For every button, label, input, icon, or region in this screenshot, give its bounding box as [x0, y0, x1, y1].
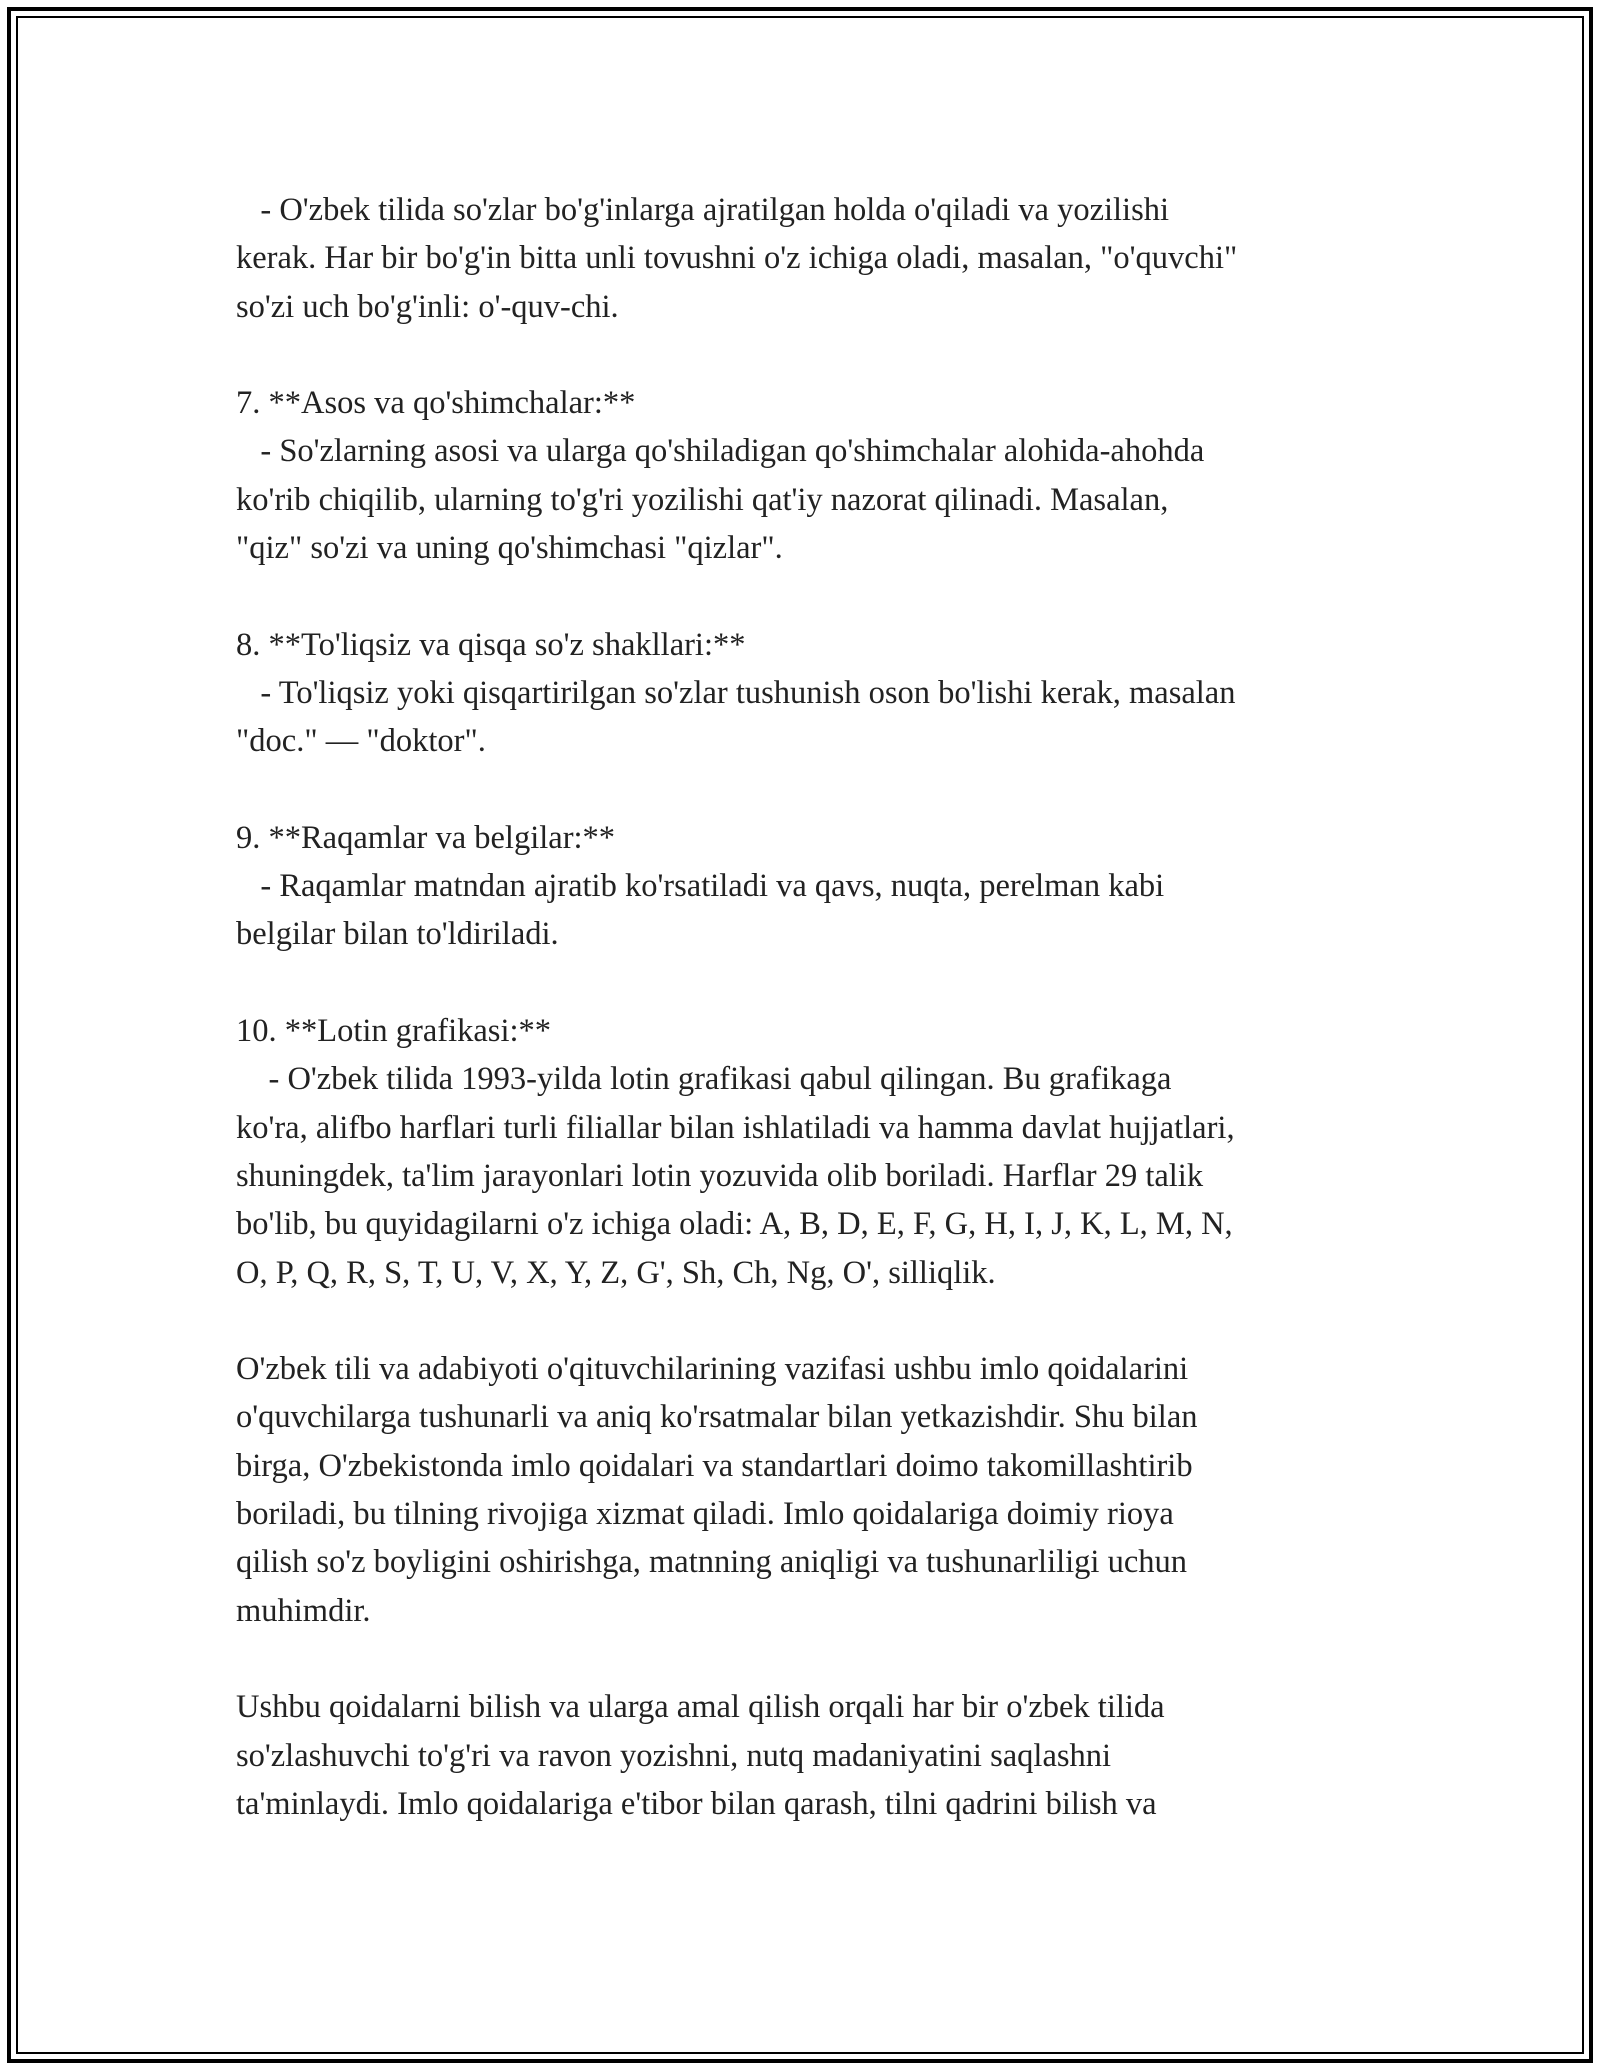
text-line: - O'zbek tilida 1993-yilda lotin grafikasi qabul qilingan. Bu grafikaga: [236, 1061, 1172, 1098]
text-line: bo'lib, bu quyidagilarni o'z ichiga oladi: A, B, D, E, F, G, H, I, J, K, L, M, N,: [236, 1206, 1233, 1243]
section-heading-line: 7. **Asos va qo'shimchalar:**: [236, 385, 636, 422]
text-line: so'zlashuvchi to'g'ri va ravon yozishni, nutq madaniyatini saqlashni: [236, 1737, 1112, 1774]
numbered-section: [236, 379, 1406, 572]
text-line: ko'rib chiqilib, ularning to'g'ri yozilishi qat'iy nazorat qilinadi. Masalan,: [236, 481, 1169, 518]
text-line: kerak. Har bir bo'g'in bitta unli tovushni o'z ichiga oladi, masalan, "o'quvchi": [236, 240, 1238, 277]
blank-line: [236, 766, 1406, 814]
document-body: [236, 186, 1406, 1828]
text-line: O'zbek tili va adabiyoti o'qituvchilarining vazifasi ushbu imlo qoidalarini: [236, 1351, 1189, 1388]
blank-line: [236, 572, 1406, 620]
text-line: - To'liqsiz yoki qisqartirilgan so'zlar tushunish oson bo'lishi kerak, masalan: [236, 674, 1236, 711]
text-line: belgilar bilan to'ldiriladi.: [236, 916, 559, 953]
section-heading-line: 10. **Lotin grafikasi:**: [236, 1013, 552, 1050]
text-line: "qiz" so'zi va uning qo'shimchasi "qizlar".: [236, 530, 783, 567]
text-paragraph: [236, 1683, 1406, 1828]
text-line: muhimdir.: [236, 1592, 371, 1629]
section-heading-line: 9. **Raqamlar va belgilar:**: [236, 819, 616, 856]
blank-line: [236, 1297, 1406, 1345]
text-line: boriladi, bu tilning rivojiga xizmat qiladi. Imlo qoidalariga doimiy rioya: [236, 1496, 1174, 1533]
numbered-section: [236, 1007, 1406, 1297]
text-line: ta'minlaydi. Imlo qoidalariga e'tibor bilan qarash, tilni qadrini bilish va: [236, 1785, 1157, 1822]
text-line: - So'zlarning asosi va ularga qo'shiladigan qo'shimchalar alohida-ahohda: [236, 433, 1205, 470]
blank-line: [236, 331, 1406, 379]
text-line: Ushbu qoidalarni bilish va ularga amal qilish orqali har bir o'zbek tilida: [236, 1689, 1165, 1726]
blank-line: [236, 959, 1406, 1007]
text-line: birga, O'zbekistonda imlo qoidalari va standartlari doimo takomillashtirib: [236, 1447, 1193, 1484]
numbered-section: [236, 621, 1406, 766]
text-paragraph: [236, 1345, 1406, 1635]
blank-line: [236, 1635, 1406, 1683]
text-paragraph: [236, 186, 1406, 331]
text-line: - Raqamlar matndan ajratib ko'rsatiladi va qavs, nuqta, perelman kabi: [236, 868, 1165, 905]
numbered-section: [236, 814, 1406, 959]
text-line: so'zi uch bo'g'inli: o'-quv-chi.: [236, 288, 619, 325]
text-line: - O'zbek tilida so'zlar bo'g'inlarga ajratilgan holda o'qiladi va yozilishi: [236, 192, 1170, 228]
text-line: ko'ra, alifbo harflari turli filiallar bilan ishlatiladi va hamma davlat hujjatlari,: [236, 1109, 1235, 1146]
section-heading-line: 8. **To'liqsiz va qisqa so'z shakllari:**: [236, 626, 746, 663]
text-line: shuningdek, ta'lim jarayonlari lotin yozuvida olib boriladi. Harflar 29 talik: [236, 1157, 1204, 1194]
text-line: o'quvchilarga tushunarli va aniq ko'rsatmalar bilan yetkazishdir. Shu bilan: [236, 1399, 1198, 1436]
text-line: O, P, Q, R, S, T, U, V, X, Y, Z, G', Sh, Ch, Ng, O', silliqlik.: [236, 1254, 996, 1291]
text-line: qilish so'z boyligini oshirishga, matnning aniqligi va tushunarliligi uchun: [236, 1544, 1187, 1581]
text-line: "doc." — "doktor".: [236, 723, 486, 760]
